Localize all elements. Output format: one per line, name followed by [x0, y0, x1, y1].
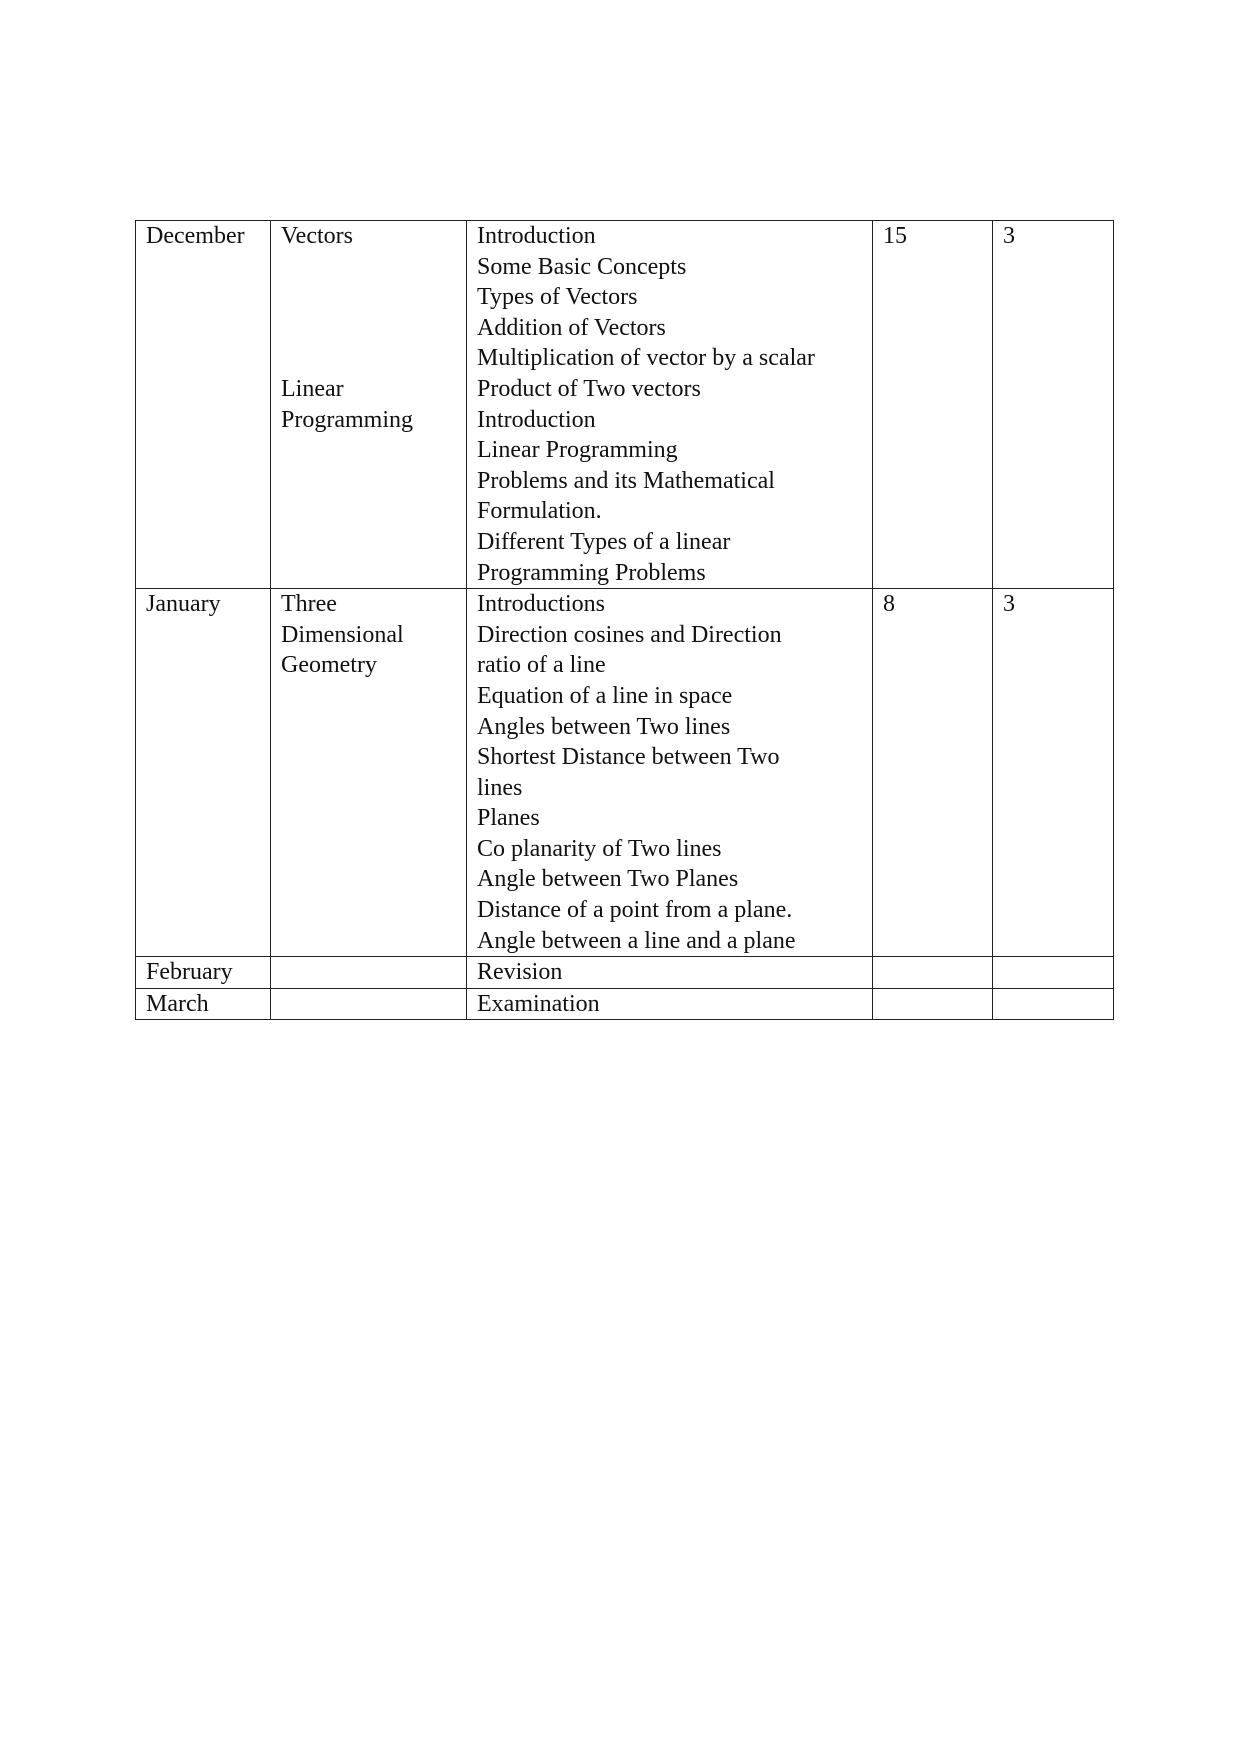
topic-line: Equation of a line in space [477, 682, 733, 709]
number-cell [873, 988, 993, 1020]
topics-cell [467, 589, 873, 957]
topic-line: Multiplication of vector by a scalar [477, 345, 815, 372]
topic-line: Linear Programming [477, 437, 678, 464]
number-cell: 3 [993, 589, 1114, 957]
topic-line: Distance of a point from a plane. [477, 897, 793, 924]
topic-line: Direction cosines and Direction [477, 621, 782, 648]
topic-line: Angles between Two lines [477, 713, 731, 740]
month-cell: March [136, 988, 271, 1020]
table-row-december [136, 221, 1114, 589]
topic-line: Types of Vectors [477, 284, 638, 311]
topic-line: Introduction [477, 223, 596, 249]
number-cell [993, 988, 1114, 1020]
table-row-march [136, 988, 1114, 1020]
unit-name: Vectors [281, 223, 353, 249]
unit-name: Three [281, 591, 337, 618]
topic-line: Co planarity of Two lines [477, 835, 722, 862]
unit-cell [271, 589, 467, 957]
unit-cell [271, 221, 467, 589]
topics-cell: Examination [467, 988, 873, 1020]
topic-line: ratio of a line [477, 652, 606, 679]
number-cell: 15 [873, 221, 993, 589]
topic-line: Formulation. [477, 498, 602, 525]
topic-line: Introductions [477, 591, 605, 618]
number-cell [873, 957, 993, 989]
topic-line: Angle between a line and a plane [477, 927, 796, 954]
topics-cell: Revision [467, 957, 873, 989]
month-cell: January [136, 589, 271, 957]
unit-name: Dimensional [281, 621, 404, 648]
topic-line: Problems and its Mathematical [477, 467, 775, 494]
number-cell [993, 957, 1114, 989]
topic-line: Product of Two vectors [477, 375, 701, 402]
unit-name: Linear [281, 375, 344, 402]
month-cell: December [136, 221, 271, 589]
topic-line: Planes [477, 805, 540, 832]
unit-cell [271, 957, 467, 989]
number-cell: 3 [993, 221, 1114, 589]
month-cell: February [136, 957, 271, 989]
topics-cell [467, 221, 873, 589]
topic-line: Some Basic Concepts [477, 253, 687, 280]
syllabus-table [135, 220, 1114, 1020]
topic-line: Angle between Two Planes [477, 866, 739, 893]
topic-line: Different Types of a linear [477, 528, 731, 555]
topic-line: lines [477, 774, 523, 801]
unit-name: Geometry [281, 652, 377, 679]
topic-line: Programming Problems [477, 559, 706, 586]
table-row-february [136, 957, 1114, 989]
unit-name: Programming [281, 406, 413, 433]
topic-line: Shortest Distance between Two [477, 744, 780, 771]
topic-line: Addition of Vectors [477, 314, 666, 341]
number-cell: 8 [873, 589, 993, 957]
topic-line: Introduction [477, 406, 596, 433]
table-row-january [136, 589, 1114, 957]
unit-cell [271, 988, 467, 1020]
